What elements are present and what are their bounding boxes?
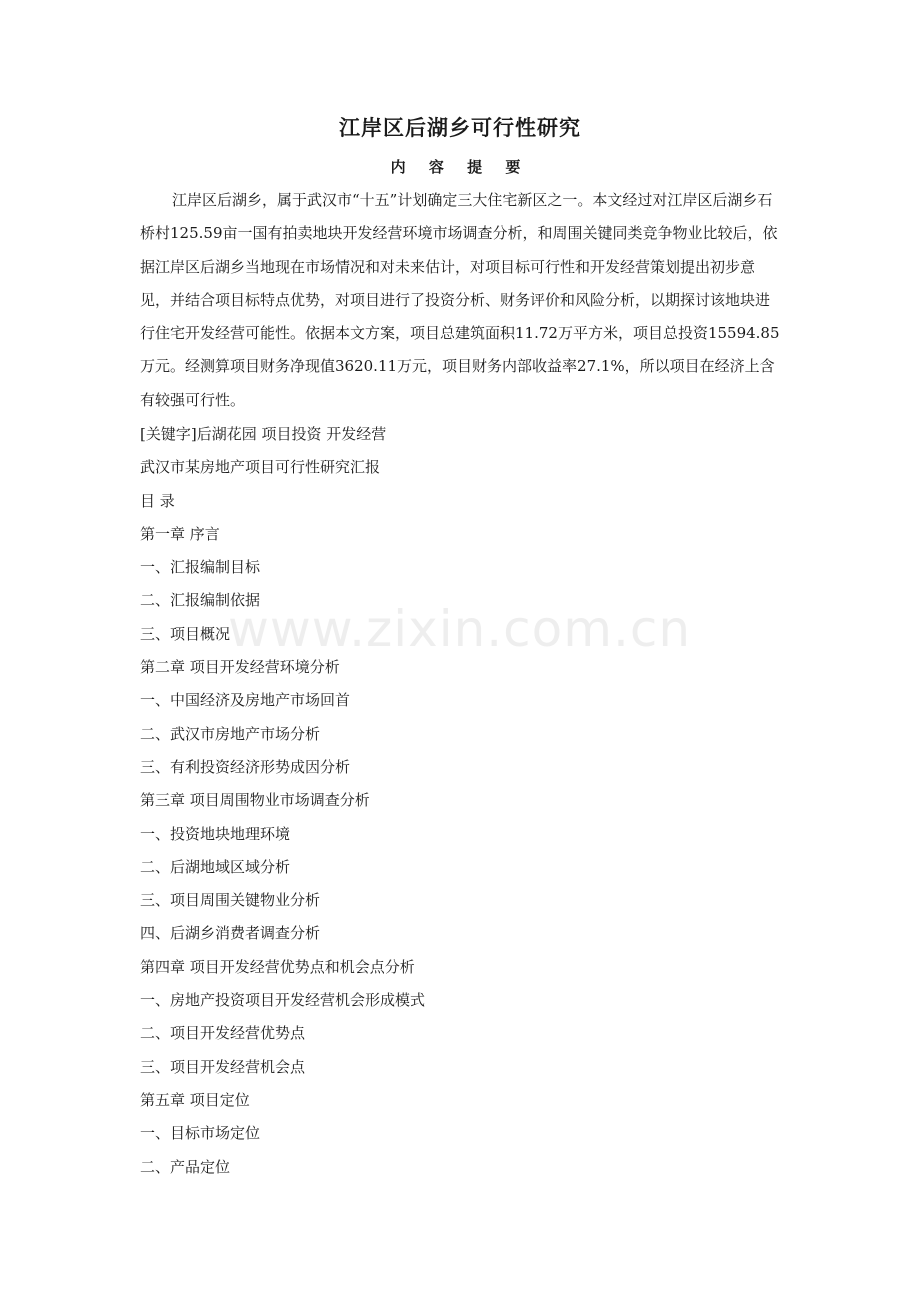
- toc-chapter: 第五章 项目定位: [140, 1090, 250, 1109]
- toc-section: 二、后湖地域区域分析: [140, 857, 291, 876]
- toc-chapter: 第四章 项目开发经营优势点和机会点分析: [140, 957, 415, 976]
- toc-section: 四、后湖乡消费者调查分析: [140, 924, 321, 943]
- document-title: 江岸区后湖乡可行性研究: [339, 116, 581, 140]
- toc-section: 二、项目开发经营优势点: [140, 1024, 306, 1043]
- toc-section: 一、汇报编制目标: [140, 558, 261, 577]
- toc-chapter: 第三章 项目周围物业市场调查分析: [140, 791, 370, 810]
- toc-section: 一、中国经济及房地产市场回首: [140, 691, 351, 710]
- toc-section: 三、有利投资经济形势成因分析: [140, 757, 351, 776]
- report-title-line: 武汉市某房地产项目可行性研究汇报: [140, 458, 381, 477]
- abstract-text: 江岸区后湖乡，属于武汉市“十五”计划确定三大住宅新区之一。本文经过对江岸区后湖乡石桥村125.59亩一国有拍卖地块开发经营环境市场调查分析，和周围关键同类竞争物业比较后，依据江岸区后湖乡当地现在市场情况和对未来估计，对项目标可行性和开发经营策划提出初步意见，并结合项目标特点优势，对项目进行了投资分析、财务评价和风险分析，以期探讨该地块进行住宅开发经营可能性。依据本文方案，项目总建筑面积11.72万平方米，项目总投资15594.85万元。经测算项目财务净现值3620.11万元，项目财务内部收益率27.1%，所以项目在经济上含有较强可行性。: [140, 191, 780, 409]
- toc-section: 三、项目周围关键物业分析: [140, 891, 321, 910]
- summary-heading: 内 容 提 要: [390, 158, 530, 176]
- keywords-line: [关键字]后湖花园 项目投资 开发经营: [140, 425, 387, 443]
- toc-chapter: 第二章 项目开发经营环境分析: [140, 658, 340, 677]
- toc-section: 三、项目开发经营机会点: [140, 1057, 306, 1076]
- toc-section: 一、投资地块地理环境: [140, 824, 291, 843]
- toc-section: 二、汇报编制依据: [140, 591, 261, 610]
- toc-section: 三、项目概况: [140, 624, 231, 643]
- abstract-paragraph: [140, 184, 780, 417]
- toc-section: 二、武汉市房地产市场分析: [140, 724, 321, 743]
- toc-section: 一、目标市场定位: [140, 1124, 261, 1143]
- toc-heading: 目 录: [140, 491, 175, 510]
- watermark: www.zixin.com.cn: [228, 600, 692, 658]
- toc-section: 一、房地产投资项目开发经营机会形成模式: [140, 991, 426, 1010]
- toc-section: 二、产品定位: [140, 1157, 231, 1176]
- toc-chapter: 第一章 序言: [140, 524, 220, 543]
- table-of-contents: [140, 418, 780, 1184]
